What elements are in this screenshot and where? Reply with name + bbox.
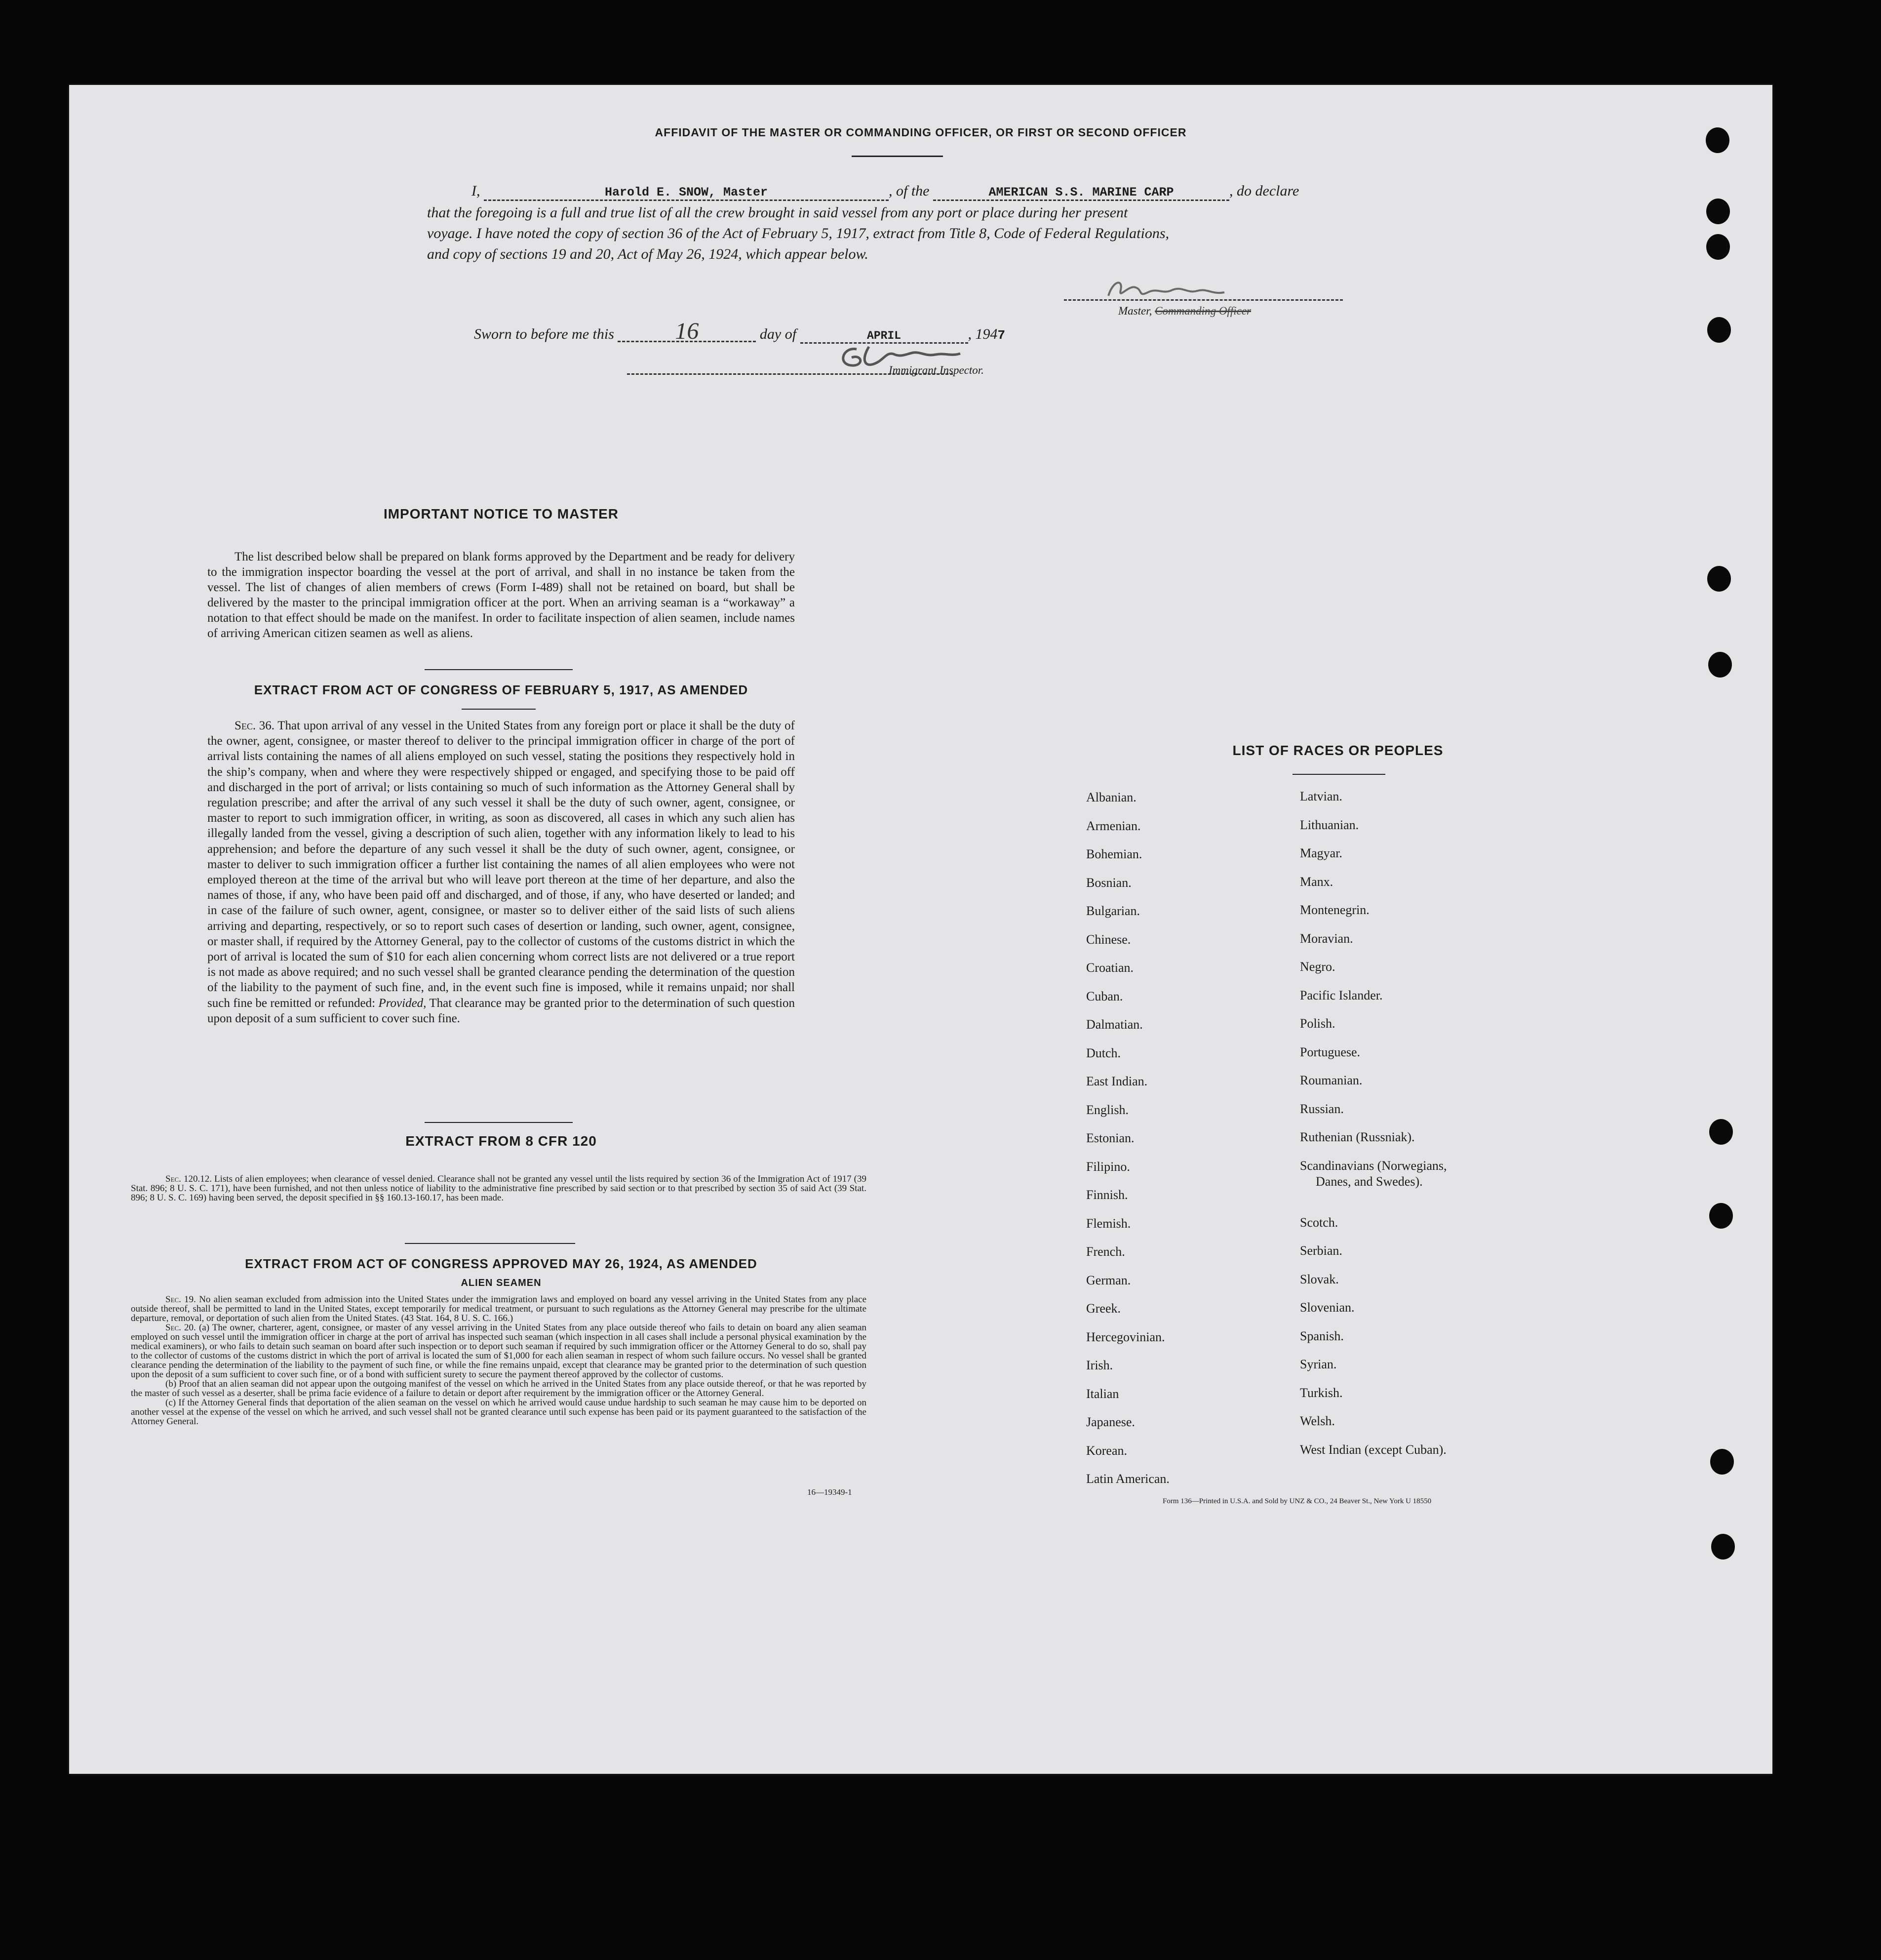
race-item: Chinese. xyxy=(1086,932,1131,947)
race-item: Spanish. xyxy=(1300,1328,1344,1343)
extract1924-body xyxy=(131,1295,866,1426)
race-item: Slovak. xyxy=(1300,1272,1339,1286)
race-item: Polish. xyxy=(1300,1016,1335,1031)
sec20c-paragraph: (c) If the Attorney General finds that deportation of the alien seaman on the vessel on which he arrived would cause undue hardship to such seaman he may cause him to be deported on another vessel at the expense of the vessel on which he arrived, and such vessel shall not be granted clearance until such expense has been paid or its payment guaranteed to the satisfaction of the Attorney General. xyxy=(131,1398,866,1427)
punch-hole xyxy=(1706,234,1730,260)
race-item: Italian xyxy=(1086,1386,1119,1401)
cfr-body xyxy=(131,1174,866,1202)
race-item: Manx. xyxy=(1300,874,1333,889)
punch-hole xyxy=(1711,1534,1735,1560)
sworn-day-value: 16 xyxy=(675,318,699,344)
punch-hole xyxy=(1708,652,1732,678)
race-item: Ruthenian (Russniak). xyxy=(1300,1130,1415,1144)
cfr-title: EXTRACT FROM 8 CFR 120 xyxy=(405,1133,597,1149)
race-item: Korean. xyxy=(1086,1443,1128,1458)
printer-imprint: Form 136—Printed in U.S.A. and Sold by UNZ & CO., 24 Beaver St., New York U 18550 xyxy=(1163,1497,1432,1505)
race-item: Magyar. xyxy=(1300,846,1342,860)
race-item: Croatian. xyxy=(1086,960,1134,975)
race-item: Cuban. xyxy=(1086,989,1123,1003)
sec36-text: That upon arrival of any vessel in the United States from any foreign port or place it shall be the duty of the owner, agent, consignee, or master thereof to deliver to the principal immigration officer in charge of the port of arrival lists containing the names of all aliens employed on such vessel, stating the positions they respectively hold in the ship’s company, when and where they were respectively shipped or engaged, and specifying those to be paid off and discharged in the port of arrival; or lists containing so much of such information as the Attorney General shall by regulation prescribe; and after the arrival of any such vessel it shall be the duty of such owner, agent, consignee, or master to report to such immigration officer, in writing, as soon as discovered, all cases in which any such alien has illegally landed from the vessel, giving a description of such alien, together with any information likely to lead to his apprehension; and before the departure of any such vessel it shall be the duty of such owner, agent, consignee, or master to deliver to such immigration officer a further list containing the names of all alien employees who were not employed thereon at the time of the arrival but who will leave port thereon at the time of her departure, and also the names of those, if any, who have been paid off and discharged, and of those, if any, who have deserted or landed; and in case of the failure of such owner, agent, consignee, or master so to deliver either of the said lists of such aliens arriving and departing, respectively, or so to report such cases of desertion or landing, such owner, agent, consignee, or master shall, if required by the Attorney General, pay to the collector of customs of the customs district in which the port of arrival is located the sum of $10 for each alien concerning whom correct lists are not delivered or a true report is not made as above required; and no such vessel shall be granted clearance pending the determination of the question of the liability to the payment of such fine, and, in the event such fine is imposed, while it remains unpaid; nor shall such fine be remitted or refunded: xyxy=(207,719,795,1010)
vessel-value: AMERICAN S.S. MARINE CARP xyxy=(988,185,1174,200)
affidavit-line4: and copy of sections 19 and 20, Act of May 26, 1924, which appear below. xyxy=(427,246,868,262)
declarant-value: Harold E. SNOW, Master xyxy=(604,185,768,200)
race-item: Welsh. xyxy=(1300,1414,1335,1428)
race-item: Flemish. xyxy=(1086,1216,1131,1231)
sec36-provided: Provided, xyxy=(378,996,427,1010)
punch-hole xyxy=(1707,566,1731,592)
race-item: Latvian. xyxy=(1300,789,1342,803)
year-digit: 7 xyxy=(997,328,1006,343)
race-item: Latin American. xyxy=(1086,1472,1170,1486)
sec36-text-end: That clearance may be granted prior to the determination of such question upon deposit of a sum sufficient to cover such fine. xyxy=(207,996,795,1025)
race-item: Danes, and Swedes). xyxy=(1316,1174,1423,1189)
cfr-text: Lists of alien employees; when clearance of vessel denied. Clearance shall not be granted any vessel until the lists required by section 36 of the Immigration Act of 1917 (39 Stat. 896; 8 U. S. C. 171), have been furnished, and not then unless notice of liability to the administrative fine prescribed by said section or to that prescribed by section 35 of said Act (39 Stat. 896; 8 U. S. C. 169) having been served, the deposit specified in §§ 160.13-160.17, has been made. xyxy=(131,1174,866,1203)
race-item: French. xyxy=(1086,1244,1125,1259)
affidavit-of-the: , of the xyxy=(889,183,930,199)
affidavit-line1 xyxy=(471,183,1439,201)
affidavit-do-declare: , do declare xyxy=(1229,183,1299,199)
sec20b-paragraph: (b) Proof that an alien seaman did not appear upon the outgoing manifest of the vessel on which he arrived in the United States from any place outside thereof, or that he was reported by the master of such vessel as a deserter, shall be prima facie evidence of a failure to detain or deport after requirement by the immigration officer or the Attorney General. xyxy=(131,1379,866,1399)
race-item: English. xyxy=(1086,1102,1129,1117)
race-item: Dalmatian. xyxy=(1086,1017,1143,1032)
inspector-label: Immigrant Inspector. xyxy=(889,364,984,376)
form-code: 16—19349-1 xyxy=(807,1487,852,1497)
race-item: East Indian. xyxy=(1086,1074,1148,1088)
master-label: Master, xyxy=(1118,305,1152,317)
master-signature-line xyxy=(1064,299,1343,301)
divider xyxy=(852,156,943,157)
divider xyxy=(1293,774,1385,775)
sec20a-text: (a) The owner, charterer, agent, consignee, or master of any vessel arriving in the United States from any place outside thereof who fails to detain on board any alien seaman employed on such vessel until the immigration officer in charge at the port of arrival has inspected such seaman (which inspection in all cases shall include a personal physical examination by the medical examiners), or who fails to detain such seaman on board after such inspection or to deport such seaman if required by such immigration officer or the Attorney General to do so, shall pay to the collector of customs of the customs district in which the port of arrival is located the sum of $1,000 for each alien seaman in respect of whom such failure occurs. No vessel shall be granted clearance pending the determination of the liability to the payment of such fine, or while the fine remains unpaid, except that clearance may be granted prior to the determination of such question upon the deposit of a sum sufficient to cover such fine, or of a bond with sufficient surety to secure the payment thereof approved by the collector of customs. xyxy=(131,1322,867,1380)
year-prefix: , 194 xyxy=(968,326,998,342)
race-item: Finnish. xyxy=(1086,1188,1128,1202)
day-of-label: day of xyxy=(759,326,797,342)
master-caption xyxy=(1118,305,1251,318)
sec19-label: Sec. 19. xyxy=(165,1294,196,1305)
race-item: Turkish. xyxy=(1300,1385,1343,1400)
race-item: Serbian. xyxy=(1300,1243,1342,1258)
affidavit-line3: voyage. I have noted the copy of section 36 of the Act of February 5, 1917, extract from Title 8, Code of Federal Regulations, xyxy=(427,225,1170,241)
race-item: Hercegovinian. xyxy=(1086,1329,1165,1344)
race-item: Bosnian. xyxy=(1086,875,1132,890)
punch-hole xyxy=(1709,1119,1733,1145)
race-item: Moravian. xyxy=(1300,931,1353,946)
punch-hole xyxy=(1710,1449,1734,1475)
race-item: German. xyxy=(1086,1273,1131,1287)
extract1924-subtitle: ALIEN SEAMEN xyxy=(461,1278,542,1288)
sec20a-paragraph xyxy=(131,1323,866,1379)
master-struck: Commanding Officer xyxy=(1155,305,1251,317)
notice-body: The list described below shall be prepared on blank forms approved by the Department and be ready for delivery to the immigration inspector boarding the vessel at the port of arrival, and shall in no instance be taken from the vessel. The list of changes of alien members of crews (Form I-489) shall not be retained on board, but shall be delivered by the master to the principal immigration officer at the port. When an arriving seaman is a “workaway” a notation to that effect should be made on the manifest. In order to facilitate inspection of alien seamen, include names of arriving American citizen seamen as well as aliens. xyxy=(207,550,795,640)
extract1924-title: EXTRACT FROM ACT OF CONGRESS APPROVED MAY 26, 1924, AS AMENDED xyxy=(245,1256,757,1271)
race-item: Albanian. xyxy=(1086,790,1136,804)
document-sheet xyxy=(69,85,1772,1774)
sworn-label: Sworn to before me this xyxy=(474,326,614,342)
race-item: Filipino. xyxy=(1086,1159,1130,1174)
punch-hole xyxy=(1707,317,1731,343)
vessel-field xyxy=(933,185,1229,201)
declarant-field xyxy=(484,185,889,201)
sec36-label: Sec. 36. xyxy=(235,719,275,732)
race-item: Greek. xyxy=(1086,1301,1121,1316)
race-item: Bohemian. xyxy=(1086,847,1142,861)
divider xyxy=(425,1122,573,1123)
race-item: Pacific Islander. xyxy=(1300,988,1383,1002)
race-item: Dutch. xyxy=(1086,1045,1121,1060)
sec19-text: No alien seaman excluded from admission into the United States under the immigration laws and employed on board any vessel arriving in the United States from any place outside thereof, shall be permitted to land in the United States, except temporarily for medical treatment, or pursuant to such regulations as the Attorney General may prescribe for the ultimate departure, removal, or deportation of such alien from the United States. (43 Stat. 164, 8 U. S. C. 166.) xyxy=(131,1294,866,1323)
sec19-paragraph xyxy=(131,1295,866,1323)
punch-hole xyxy=(1709,1203,1733,1229)
race-item: Negro. xyxy=(1300,960,1335,974)
sworn-month-value: APRIL xyxy=(867,329,901,342)
extract1917-body xyxy=(207,718,795,1026)
race-item: Scandinavians (Norwegians, xyxy=(1300,1158,1447,1173)
race-item: Estonian. xyxy=(1086,1131,1135,1145)
sworn-day-field xyxy=(618,318,756,344)
extract1917-title: EXTRACT FROM ACT OF CONGRESS OF FEBRUARY 5, 1917, AS AMENDED xyxy=(254,682,748,697)
races-title: LIST OF RACES OR PEOPLES xyxy=(1232,743,1444,758)
affidavit-i: I, xyxy=(471,183,480,199)
race-item: Montenegrin. xyxy=(1300,903,1370,917)
sec20-label: Sec. 20. xyxy=(165,1322,196,1333)
race-item: Roumanian. xyxy=(1300,1073,1363,1087)
race-item: Portuguese. xyxy=(1300,1044,1361,1059)
race-item: Lithuanian. xyxy=(1300,817,1359,832)
divider xyxy=(425,669,573,670)
race-item: Scotch. xyxy=(1300,1215,1338,1230)
race-item: Japanese. xyxy=(1086,1415,1135,1429)
notice-title: IMPORTANT NOTICE TO MASTER xyxy=(383,506,619,521)
affidavit-line2: that the foregoing is a full and true list of all the crew brought in said vessel from any port or place during her present xyxy=(427,204,1128,221)
divider xyxy=(462,709,536,710)
divider xyxy=(405,1243,575,1244)
race-item: Bulgarian. xyxy=(1086,904,1140,918)
race-item: Armenian. xyxy=(1086,818,1141,833)
race-item: Russian. xyxy=(1300,1101,1344,1116)
punch-hole xyxy=(1706,199,1730,224)
race-item: West Indian (except Cuban). xyxy=(1300,1442,1447,1457)
race-item: Irish. xyxy=(1086,1358,1113,1372)
affidavit-title: AFFIDAVIT OF THE MASTER OR COMMANDING OFFICER, OR FIRST OR SECOND OFFICER xyxy=(655,126,1187,139)
race-item: Slovenian. xyxy=(1300,1300,1355,1315)
race-item: Syrian. xyxy=(1300,1357,1337,1371)
cfr-sec-label: Sec. 120.12. xyxy=(165,1174,212,1184)
